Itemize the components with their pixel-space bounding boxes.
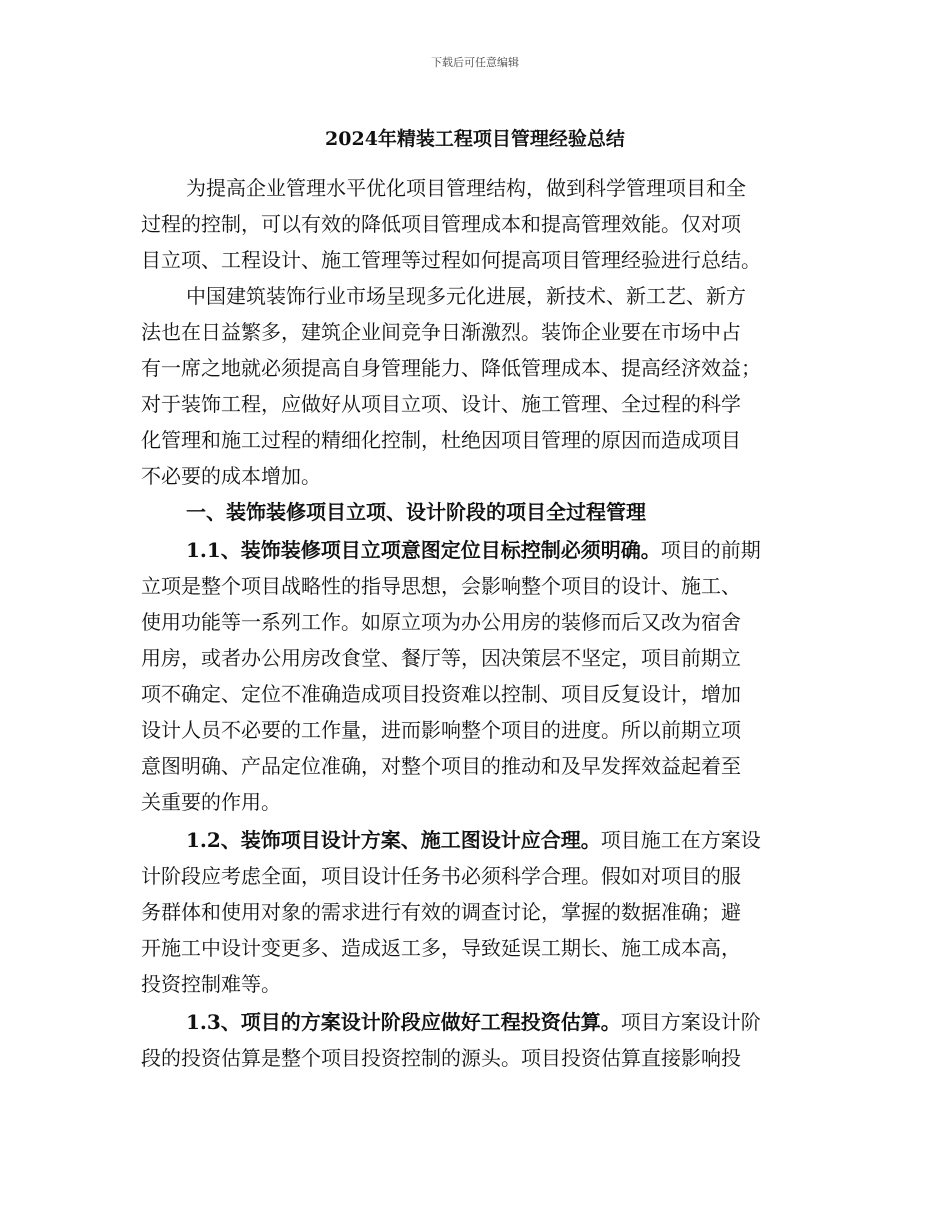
paragraph-line: 有一席之地就必须提高自身管理能力、降低管理成本、提高经济效益；: [141, 356, 761, 380]
paragraph-line: 用房，或者办公用房改食堂、餐厅等，因决策层不坚定，项目前期立: [141, 646, 741, 670]
paragraph-line: 为提高企业管理水平优化项目管理结构，做到科学管理项目和全: [186, 176, 746, 200]
inline-text: 项目方案设计阶: [620, 1010, 761, 1034]
paragraph-line: 投资控制难等。: [141, 972, 281, 996]
paragraph-line: 计阶段应考虑全面，项目设计任务书必须科学合理。假如对项目的服: [141, 864, 741, 888]
subsection-heading: 1.2、装饰项目设计方案、施工图设计应合理。: [186, 828, 601, 852]
document-title: 2024年精装工程项目管理经验总结: [325, 128, 625, 150]
paragraph-line: [141, 532, 811, 568]
paragraph-line: 意图明确、产品定位准确，对整个项目的推动和及早发挥效益起着至: [141, 754, 741, 778]
paragraph-line: 立项是整个项目战略性的指导思想，会影响整个项目的设计、施工、: [141, 574, 741, 598]
document-body: [141, 170, 811, 1076]
paragraph-line: 不必要的成本增加。: [141, 464, 321, 488]
paragraph-line: 过程的控制，可以有效的降低项目管理成本和提高管理效能。仅对项: [141, 212, 741, 236]
paragraph-line: 关重要的作用。: [141, 790, 281, 814]
inline-text: 项目的前期: [660, 538, 761, 562]
paragraph-line: 目立项、工程设计、施工管理等过程如何提高项目管理经验进行总结。: [141, 248, 761, 272]
paragraph-line: [141, 1004, 811, 1040]
inline-text: 项目施工在方案设: [600, 828, 761, 852]
header-note: 下载后可任意编辑: [431, 56, 519, 69]
paragraph-line: 法也在日益繁多，建筑企业间竞争日渐激烈。装饰企业要在市场中占: [141, 320, 741, 344]
subsection-heading: 1.1、装饰装修项目立项意图定位目标控制必须明确。: [186, 538, 661, 562]
paragraph-line: 开施工中设计变更多、造成返工多，导致延误工期长、施工成本高，: [141, 936, 741, 960]
paragraph-line: [141, 822, 811, 858]
paragraph-line: 段的投资估算是整个项目投资控制的源头。项目投资估算直接影响投: [141, 1046, 741, 1070]
paragraph-line: 项不确定、定位不准确造成项目投资难以控制、项目反复设计，增加: [141, 682, 741, 706]
paragraph-line: 设计人员不必要的工作量，进而影响整个项目的进度。所以前期立项: [141, 718, 741, 742]
paragraph-line: 务群体和使用对象的需求进行有效的调查讨论，掌握的数据准确；避: [141, 900, 741, 924]
paragraph-line: 使用功能等一系列工作。如原立项为办公用房的装修而后又改为宿舍: [141, 610, 741, 634]
paragraph-line: 中国建筑装饰行业市场呈现多元化进展，新技术、新工艺、新方: [186, 284, 746, 308]
section-heading: 一、装饰装修项目立项、设计阶段的项目全过程管理: [186, 500, 646, 524]
subsection-heading: 1.3、项目的方案设计阶段应做好工程投资估算。: [186, 1010, 621, 1034]
paragraph-line: 化管理和施工过程的精细化控制，杜绝因项目管理的原因而造成项目: [141, 428, 741, 452]
paragraph-line: 对于装饰工程，应做好从项目立项、设计、施工管理、全过程的科学: [141, 392, 741, 416]
